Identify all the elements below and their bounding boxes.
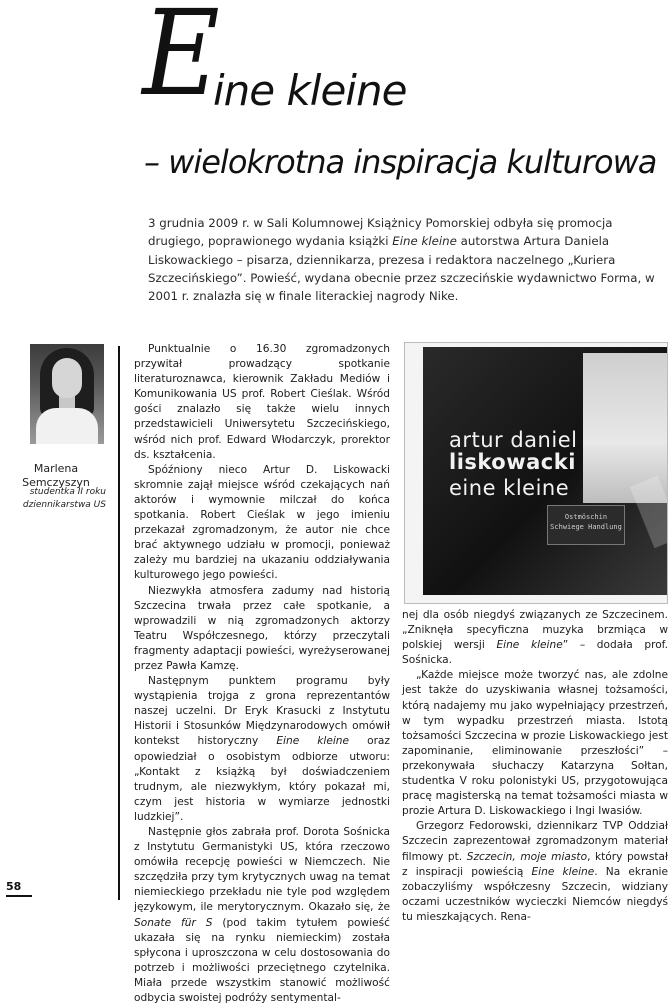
body-paragraph: Następnym punktem programu były wystąpienia trojga z grona reprezentantów naszej uczelni. Dr Eryk Krasucki z Instytutu Historii i Stosunków Międzynarodowych omówił kontekst historyczny Eine kleine oraz opowiedział o osobistym odbiorze utworu: „Kontakt z książką był doświadczeniem trudnym, ale niezwykłym, który pokazał mi, czym jest historia w wymiarze jednostki ludzkiej”. <box>134 675 390 823</box>
cover-author-firstname: artur daniel <box>449 428 578 452</box>
title-main: ine kleine <box>213 66 407 115</box>
author-name: Marlena Semczyszyn <box>22 462 90 489</box>
author-role: studentka II roku dziennikarstwa US <box>22 487 106 510</box>
cover-shop-sign: Ostmöschin Schwiege Handlung <box>547 505 625 545</box>
body-paragraph: Następnie głos zabrała prof. Dorota Sośnicka z Instytutu Germanistyki US, która rzeczowo omówiła recepcję powieści w Niemczech. Nie szczędziła przy tym krytycznych uwag na temat niemieckiego przekładu nie tyle pod względem językowym, ile merytorycznym. Okazało się, że Sonate für S (pod takim tytułem powieść ukazała się na rynku niemieckim) została spłycona i uproszczona w celu dostosowania do potrzeb i możliwości przeciętnego czytelnika. Miała przede wszystkim stanowić możliwość odbycia swoistej podróży sentymental- <box>134 826 391 1005</box>
lead-paragraph <box>148 214 663 305</box>
column-divider <box>118 346 120 900</box>
cover-book-title: eine kleine <box>449 476 570 500</box>
body-paragraph: nej dla osób niegdyś związanych ze Szczecinem. „Zniknęła specyficzna muzyka brzmiąca w polskiej wersji Eine kleine” – dodała prof. Sośnicka. <box>402 609 668 667</box>
body-paragraph: Grzegorz Fedorowski, dziennikarz TVP Oddział Szczecin zaprezentował zgromadzonym materiał filmowy pt. Szczecin, moje miasto, który powstał z inspiracji powieścią Eine kleine. Na ekranie zobaczyliśmy współczesny Szczecin, widziany oczami uczestników wycieczki Niemców niegdyś tu mieszkających. Rena- <box>402 820 668 923</box>
book-title: Eine kleine <box>496 639 563 652</box>
lead-text-1: 3 grudnia 2009 r. w Sali Kolumnowej Książnicy Pomorskiej odbyła się promocja drugiego, poprawionego wydania książki <box>148 216 613 249</box>
body-paragraph: Spóźniony nieco Artur D. Liskowacki skromnie zajął miejsce wśród czekających nań aktorów i wymownie milczał do końca spotkania. Robert Cieślak w jego imieniu przekazał zgromadzonym, że autor nie chce brać aktywnego udziału w promocji, ponieważ zależy mu bardziej na ukazaniu oddziaływania kulturowego jego powieści. <box>134 463 390 582</box>
lead-book-title: Eine kleine <box>392 234 457 249</box>
body-column-right <box>402 608 668 925</box>
body-paragraph: Punktualnie o 16.30 zgromadzonych przywitał prowadzący spotkanie literaturoznawca, kierownik Zakładu Mediów i Komunikowania US prof. Robert Cieślak. Wśród gości znalazło się także wielu innych przedstawicieli Uniwersytetu Szczecińskiego, wśród nich prof. Edward Włodarczyk, prorektor ds. kształcenia. <box>134 343 390 461</box>
book-title: Sonate für S <box>134 916 213 929</box>
cover-author-surname: liskowacki <box>449 450 576 474</box>
book-title: Eine kleine <box>531 865 595 878</box>
page-number: 58 <box>6 880 22 893</box>
book-title: Eine kleine <box>276 735 350 748</box>
body-paragraph: „Każde miejsce może tworzyć nas, ale zdolne jest także do uzyskiwania własnej tożsamości, którą nadajemy mu jako wypełniający przestrzeń, w tym wypadku przestrzeń miasta. Istotą tożsamości Szczecina w prozie Liskowackiego jest zapominanie, eliminowanie przeszłości” – przekonywała słuchaczy Katarzyna Sołtan, studentka V roku polonistyki US, przygotowująca pracę magisterską na temat tożsamości miasta w prozie Artura D. Liskowackiego i Ingi Iwasiów. <box>402 669 668 818</box>
article-title <box>0 0 671 200</box>
body-column-left <box>134 342 390 1006</box>
book-cover-image <box>404 342 668 604</box>
lead-text-2: autorstwa Artura Daniela Liskowackiego – pisarza, dziennikarza, prezesa i redaktora naczelnego „Kuriera Szczecińskiego”. Powieść, wydana obecnie przez szczecińskie wydawnictwo Forma, w 2001 r. znalazła się w finale literackiej nagrody Nike. <box>148 234 655 304</box>
author-photo <box>30 344 104 444</box>
title-subtitle: – wielokrotna inspiracja kulturowa <box>144 143 657 181</box>
film-title: Szczecin, moje miasto <box>466 850 588 863</box>
page-number-rule <box>6 895 32 897</box>
body-paragraph: Niezwykła atmosfera zadumy nad historią Szczecina trwała przez całe spotkanie, a wprowadzili w nią zgromadzonych aktorzy Teatru Współczesnego, którzy przeczytali fragmenty adaptacji powieści, wyreżyserowanej przez Pawła Kamzę. <box>134 584 390 672</box>
title-initial-letter: E <box>142 0 220 122</box>
